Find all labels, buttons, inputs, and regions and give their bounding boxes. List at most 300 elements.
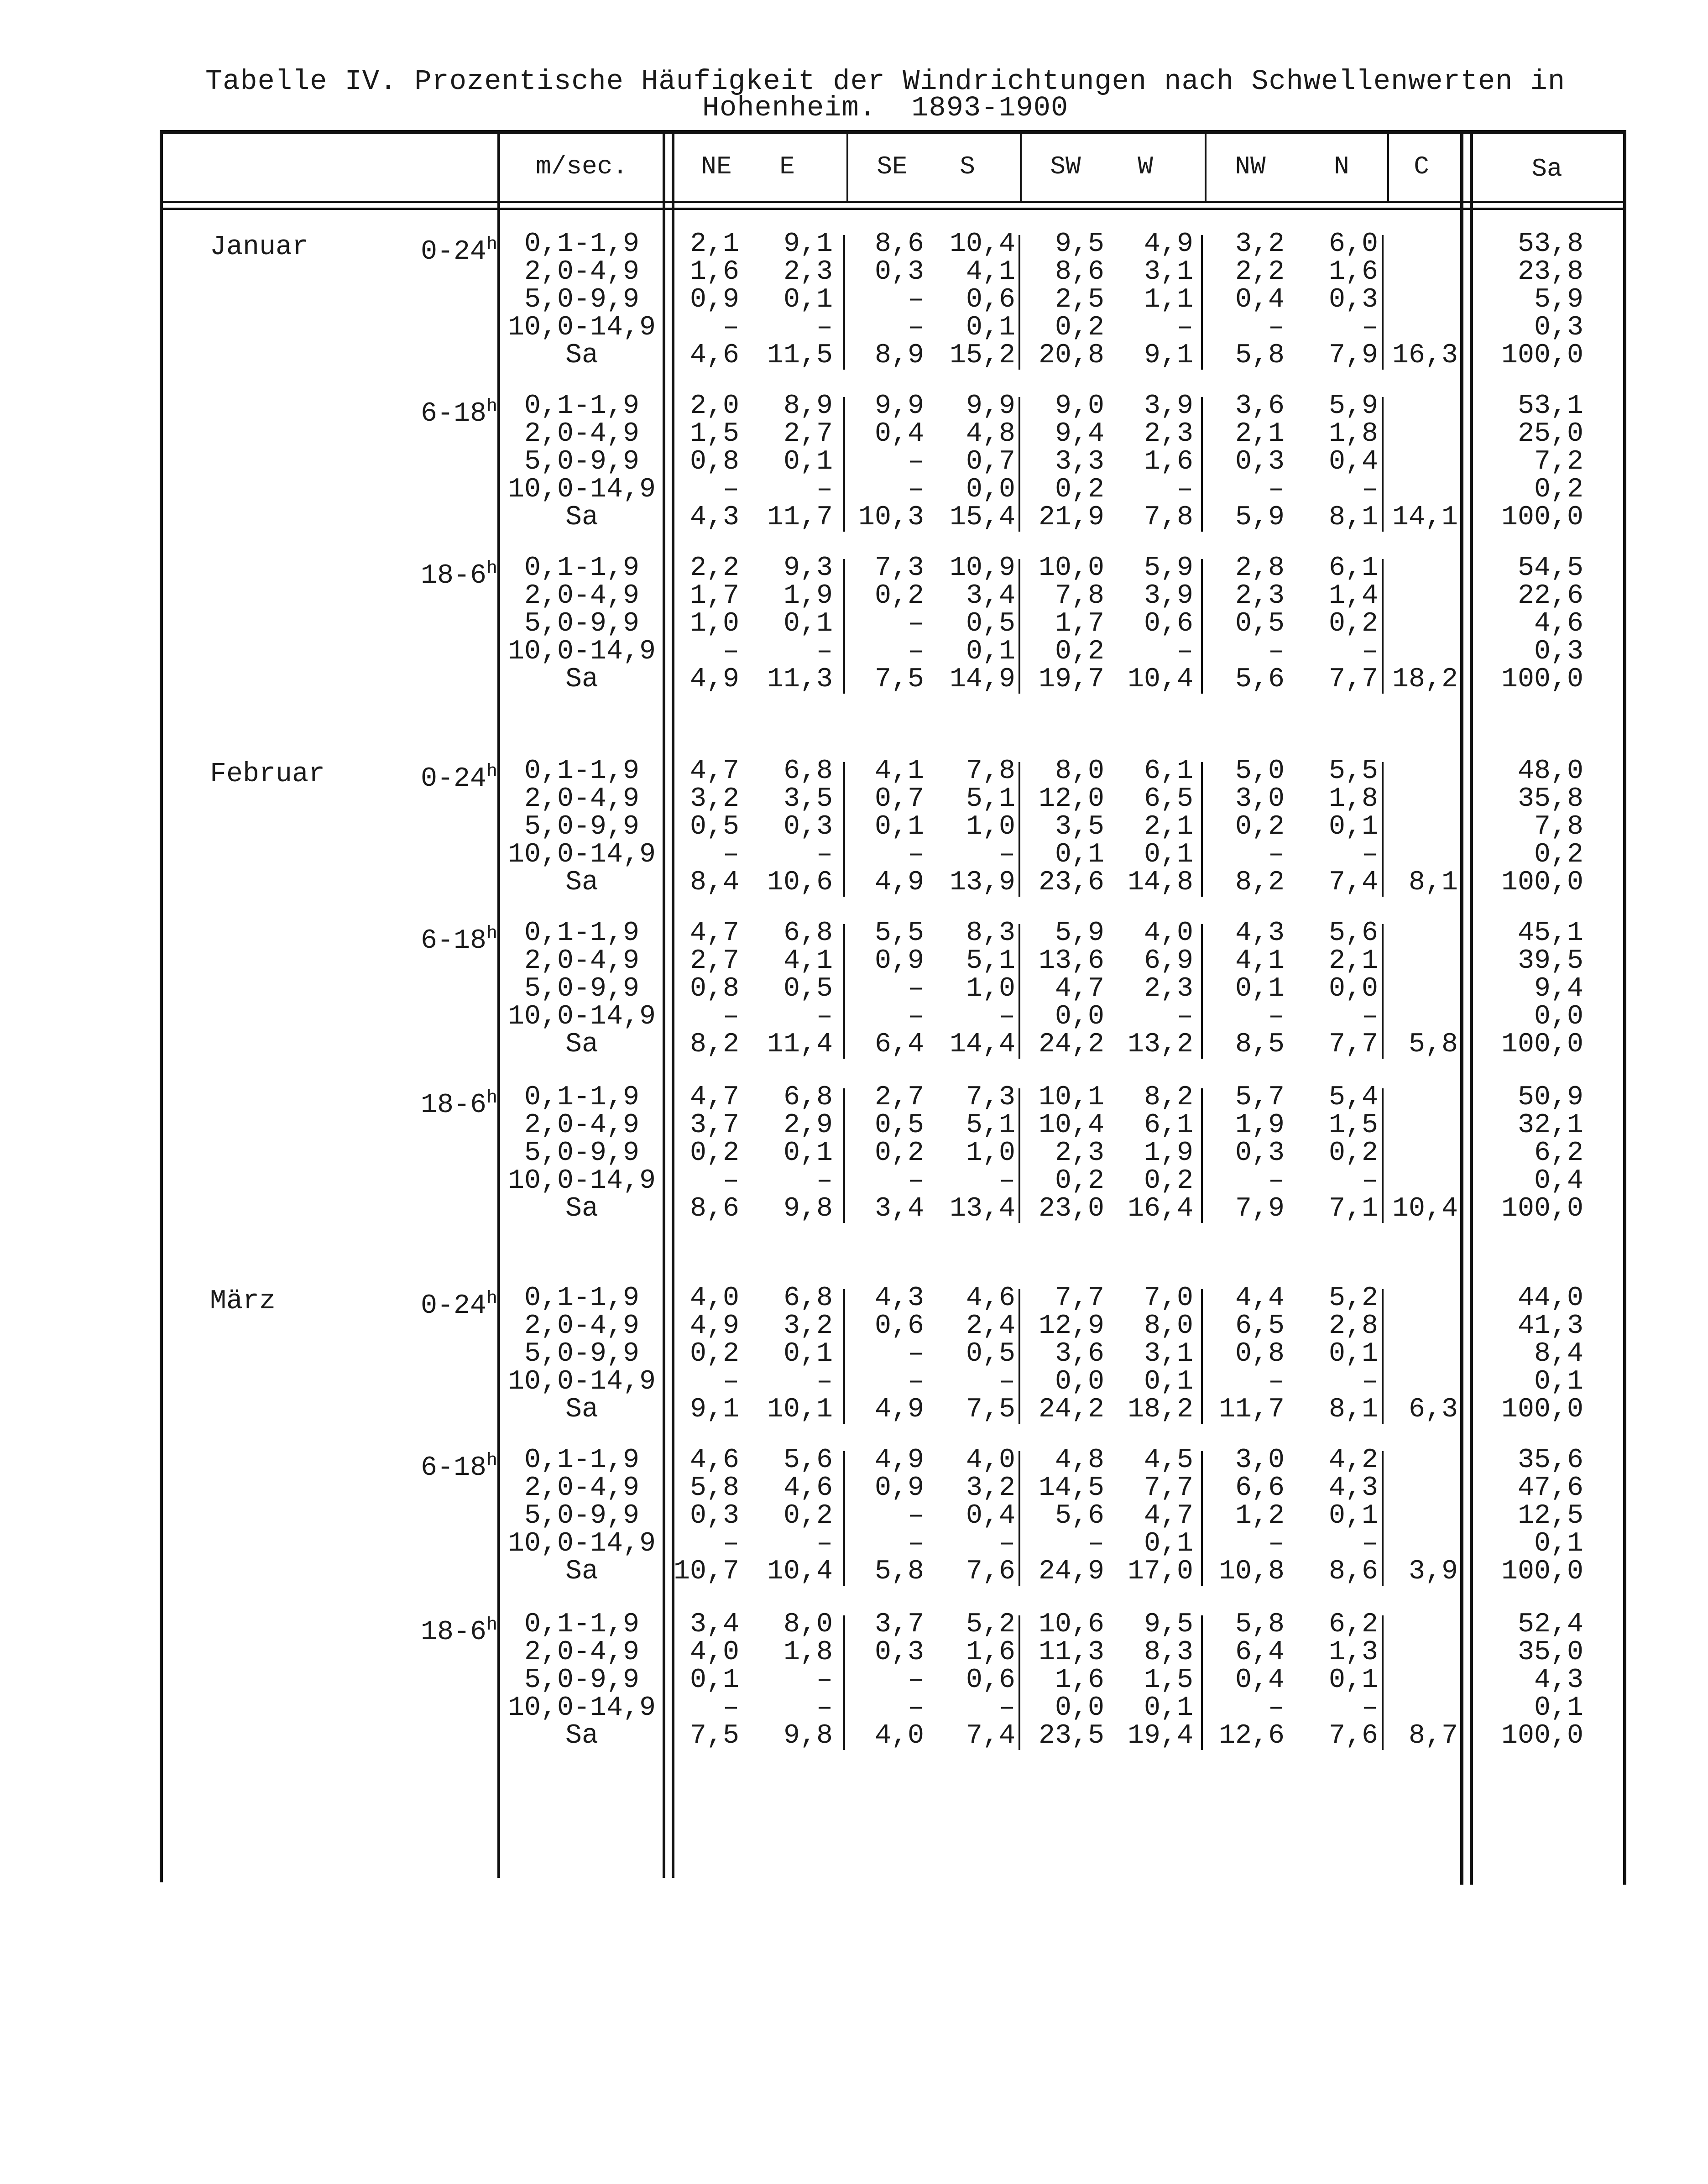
value-e: 9,1 — [783, 229, 833, 260]
value-w: 19,4 — [1127, 1720, 1193, 1751]
period-label-hour-sup: h — [486, 559, 497, 579]
value-e: 10,4 — [767, 1556, 833, 1587]
value-nw: 4,3 — [1235, 918, 1285, 949]
value-ne: 8,4 — [689, 867, 739, 898]
value-nw: 0,3 — [1235, 446, 1285, 477]
header-direction-s: S — [960, 152, 975, 181]
value-s: 0,6 — [966, 284, 1015, 315]
period-label-text: 0-24 — [420, 236, 486, 267]
value-w: 0,6 — [1144, 608, 1193, 639]
value-w: 2,3 — [1144, 418, 1193, 449]
value-sum: 6,2 — [1534, 1138, 1583, 1169]
header-direction-n: N — [1334, 152, 1349, 181]
value-s: 7,8 — [966, 756, 1015, 787]
label-column-divider — [497, 130, 500, 1878]
value-sw: 24,2 — [1038, 1029, 1104, 1060]
value-se: – — [907, 1665, 924, 1696]
value-e: – — [816, 474, 833, 505]
value-sum: 32,1 — [1517, 1110, 1583, 1141]
value-s: 4,6 — [966, 1283, 1015, 1314]
value-se: 0,3 — [874, 256, 924, 287]
value-sw: 5,9 — [1055, 918, 1104, 949]
value-nw: 10,8 — [1218, 1556, 1285, 1587]
period-label — [392, 1285, 497, 1322]
value-w: – — [1176, 312, 1193, 343]
sum-block-divider-a — [1460, 130, 1463, 1885]
value-e: – — [816, 636, 833, 667]
value-nw: 0,3 — [1235, 1138, 1285, 1169]
value-n: 5,2 — [1328, 1283, 1378, 1314]
value-nw: 5,8 — [1235, 340, 1285, 371]
value-sw: 21,9 — [1038, 502, 1104, 533]
value-s: 14,4 — [949, 1029, 1015, 1060]
value-sw: 0,0 — [1055, 1001, 1104, 1032]
value-calm: 18,2 — [1392, 664, 1458, 695]
value-s: 4,0 — [966, 1445, 1015, 1476]
value-sum: 9,4 — [1534, 973, 1583, 1004]
table-left-border — [160, 130, 163, 1882]
value-nw: 4,1 — [1235, 946, 1285, 977]
value-ne: – — [722, 474, 739, 505]
value-e: 10,6 — [767, 867, 833, 898]
value-sw: 3,5 — [1055, 811, 1104, 842]
value-w: 4,7 — [1144, 1500, 1193, 1531]
value-sum: 100,0 — [1501, 1720, 1583, 1751]
value-e: – — [816, 1366, 833, 1397]
value-n: – — [1361, 1165, 1378, 1196]
value-w: 8,2 — [1144, 1082, 1193, 1113]
value-n: 5,9 — [1328, 391, 1378, 422]
value-se: – — [907, 284, 924, 315]
value-nw: – — [1268, 1366, 1285, 1397]
header-sum: Sa — [1531, 154, 1562, 183]
value-s: 5,1 — [966, 784, 1015, 815]
value-sw: 10,6 — [1038, 1609, 1104, 1640]
pair-divider-2 — [1201, 1088, 1203, 1223]
pair-divider-0 — [843, 1289, 845, 1424]
value-ne: 4,9 — [689, 664, 739, 695]
speed-class: 0,1-1,9 — [524, 1609, 640, 1640]
value-w: 6,9 — [1144, 946, 1193, 977]
value-se: 8,9 — [874, 340, 924, 371]
value-n: 0,1 — [1328, 1500, 1378, 1531]
value-e: 11,4 — [767, 1029, 833, 1060]
speed-class: 0,1-1,9 — [524, 756, 640, 787]
value-sum: 7,2 — [1534, 446, 1583, 477]
speed-class: 10,0-14,9 — [507, 312, 656, 343]
value-e: – — [816, 839, 833, 870]
speed-class: Sa — [565, 867, 598, 898]
period-label-text: 18-6 — [420, 1617, 486, 1648]
value-sum: 4,3 — [1534, 1665, 1583, 1696]
value-w: 0,2 — [1144, 1165, 1193, 1196]
speed-class: 5,0-9,9 — [524, 284, 640, 315]
value-nw: – — [1268, 1165, 1285, 1196]
month-label: Januar — [210, 232, 309, 263]
value-ne: 2,1 — [689, 229, 739, 260]
value-sum: 0,1 — [1534, 1528, 1583, 1559]
period-label-hour-sup: h — [486, 1451, 497, 1471]
value-s: 4,8 — [966, 418, 1015, 449]
value-sw: 1,6 — [1055, 1665, 1104, 1696]
value-e: 3,5 — [783, 784, 833, 815]
value-ne: 0,1 — [689, 1665, 739, 1696]
pair-divider-2 — [1201, 235, 1203, 370]
value-sum: 100,0 — [1501, 664, 1583, 695]
value-se: 3,4 — [874, 1193, 924, 1224]
value-calm: 16,3 — [1392, 340, 1458, 371]
value-sum: 35,6 — [1517, 1445, 1583, 1476]
value-e: 8,0 — [783, 1609, 833, 1640]
value-ne: 0,8 — [689, 973, 739, 1004]
value-w: – — [1176, 474, 1193, 505]
value-w: 14,8 — [1127, 867, 1193, 898]
value-sw: 0,2 — [1055, 1165, 1104, 1196]
value-s: 9,9 — [966, 391, 1015, 422]
value-nw: 8,2 — [1235, 867, 1285, 898]
value-sw: 7,8 — [1055, 580, 1104, 611]
value-sum: 53,1 — [1517, 391, 1583, 422]
value-w: 16,4 — [1127, 1193, 1193, 1224]
value-ne: 3,7 — [689, 1110, 739, 1141]
value-n: 1,6 — [1328, 256, 1378, 287]
value-sw: 5,6 — [1055, 1500, 1104, 1531]
speed-class: 5,0-9,9 — [524, 973, 640, 1004]
value-w: 13,2 — [1127, 1029, 1193, 1060]
value-nw: 2,3 — [1235, 580, 1285, 611]
title-line-1: Tabelle IV. Prozentische Häufigkeit der Windrichtungen nach Schwellenwerten in — [205, 65, 1566, 98]
value-w: 17,0 — [1127, 1556, 1193, 1587]
value-s: 7,5 — [966, 1394, 1015, 1425]
value-e: 0,2 — [783, 1500, 833, 1531]
value-nw: 6,4 — [1235, 1637, 1285, 1668]
header-divider-0 — [846, 132, 848, 201]
value-e: 11,3 — [767, 664, 833, 695]
pair-divider-2 — [1201, 1615, 1203, 1750]
value-e: 9,8 — [783, 1193, 833, 1224]
value-ne: 2,0 — [689, 391, 739, 422]
value-sum: 100,0 — [1501, 1394, 1583, 1425]
value-nw: 2,8 — [1235, 553, 1285, 584]
pair-divider-2 — [1201, 397, 1203, 532]
value-ne: – — [722, 636, 739, 667]
value-s: 4,1 — [966, 256, 1015, 287]
value-e: 0,5 — [783, 973, 833, 1004]
speed-class: 5,0-9,9 — [524, 1138, 640, 1169]
value-w: 4,0 — [1144, 918, 1193, 949]
value-sum: 0,1 — [1534, 1693, 1583, 1724]
value-s: 5,1 — [966, 1110, 1015, 1141]
header-divider-3 — [1387, 132, 1389, 201]
value-nw: 5,7 — [1235, 1082, 1285, 1113]
period-label — [392, 1447, 497, 1484]
value-w: 6,1 — [1144, 756, 1193, 787]
value-e: 6,8 — [783, 1283, 833, 1314]
value-e: 11,5 — [767, 340, 833, 371]
value-s: 1,0 — [966, 811, 1015, 842]
value-w: 1,5 — [1144, 1665, 1193, 1696]
value-se: – — [907, 312, 924, 343]
value-s: 0,5 — [966, 608, 1015, 639]
value-nw: 5,0 — [1235, 756, 1285, 787]
period-label — [392, 1611, 497, 1648]
value-calm: 6,3 — [1408, 1394, 1458, 1425]
value-se: 3,7 — [874, 1609, 924, 1640]
value-w: 7,7 — [1144, 1473, 1193, 1504]
value-nw: 8,5 — [1235, 1029, 1285, 1060]
value-se: – — [907, 839, 924, 870]
value-w: 3,9 — [1144, 580, 1193, 611]
value-sw: 20,8 — [1038, 340, 1104, 371]
value-sw: 12,9 — [1038, 1311, 1104, 1342]
value-ne: – — [722, 1366, 739, 1397]
value-e: 10,1 — [767, 1394, 833, 1425]
value-e: 0,1 — [783, 608, 833, 639]
pair-divider-1 — [1019, 559, 1020, 694]
pair-divider-0 — [843, 235, 845, 370]
value-w: 1,1 — [1144, 284, 1193, 315]
pair-divider-1 — [1019, 1615, 1020, 1750]
value-s: 5,2 — [966, 1609, 1015, 1640]
speed-class: 2,0-4,9 — [524, 1311, 640, 1342]
value-e: 1,8 — [783, 1637, 833, 1668]
value-nw: 3,0 — [1235, 784, 1285, 815]
value-w: 6,1 — [1144, 1110, 1193, 1141]
value-s: – — [998, 1366, 1015, 1397]
value-e: 6,8 — [783, 918, 833, 949]
header-direction-se: SE — [877, 152, 908, 181]
value-n: 5,5 — [1328, 756, 1378, 787]
value-se: – — [907, 474, 924, 505]
value-ne: 4,6 — [689, 340, 739, 371]
table-right-border — [1623, 130, 1626, 1885]
value-sw: 1,7 — [1055, 608, 1104, 639]
period-label-hour-sup: h — [486, 762, 497, 782]
value-w: 8,0 — [1144, 1311, 1193, 1342]
header-direction-e: E — [779, 152, 795, 181]
speed-class: 10,0-14,9 — [507, 1001, 656, 1032]
value-nw: 3,0 — [1235, 1445, 1285, 1476]
value-nw: 2,1 — [1235, 418, 1285, 449]
speed-class: 2,0-4,9 — [524, 580, 640, 611]
period-label-hour-sup: h — [486, 397, 497, 417]
value-sw: 10,4 — [1038, 1110, 1104, 1141]
value-se: 0,4 — [874, 418, 924, 449]
value-nw: 5,8 — [1235, 1609, 1285, 1640]
value-se: 0,5 — [874, 1110, 924, 1141]
month-label: Februar — [210, 759, 325, 790]
value-sw: 3,3 — [1055, 446, 1104, 477]
value-se: 4,9 — [874, 1445, 924, 1476]
value-sw: 4,7 — [1055, 973, 1104, 1004]
value-nw: 1,9 — [1235, 1110, 1285, 1141]
value-ne: – — [722, 312, 739, 343]
value-sum: 5,9 — [1534, 284, 1583, 315]
value-e: 0,3 — [783, 811, 833, 842]
value-n: 0,1 — [1328, 1665, 1378, 1696]
value-e: 1,9 — [783, 580, 833, 611]
value-se: 0,3 — [874, 1637, 924, 1668]
value-sum: 0,1 — [1534, 1366, 1583, 1397]
value-n: 5,6 — [1328, 918, 1378, 949]
value-sum: 50,9 — [1517, 1082, 1583, 1113]
value-sum: 22,6 — [1517, 580, 1583, 611]
value-n: 8,1 — [1328, 1394, 1378, 1425]
value-s: 0,4 — [966, 1500, 1015, 1531]
value-w: 10,4 — [1127, 664, 1193, 695]
header-divider-2 — [1205, 132, 1207, 201]
value-n: 7,6 — [1328, 1720, 1378, 1751]
value-n: 7,4 — [1328, 867, 1378, 898]
value-sum: 0,2 — [1534, 839, 1583, 870]
value-n: 7,1 — [1328, 1193, 1378, 1224]
speed-class: 0,1-1,9 — [524, 1283, 640, 1314]
value-ne: 1,5 — [689, 418, 739, 449]
speed-class: Sa — [565, 1556, 598, 1587]
header-speed: m/sec. — [536, 152, 628, 181]
speed-class: 10,0-14,9 — [507, 839, 656, 870]
period-label-text: 6-18 — [420, 925, 486, 956]
value-ne: – — [722, 839, 739, 870]
value-n: – — [1361, 1366, 1378, 1397]
pair-divider-0 — [843, 1088, 845, 1223]
value-e: 6,8 — [783, 1082, 833, 1113]
value-w: – — [1176, 1001, 1193, 1032]
value-ne: 0,5 — [689, 811, 739, 842]
period-label-hour-sup: h — [486, 1088, 497, 1108]
value-se: 4,0 — [874, 1720, 924, 1751]
header-calm: C — [1414, 152, 1429, 181]
header-direction-w: W — [1138, 152, 1153, 181]
value-w: 0,1 — [1144, 1693, 1193, 1724]
value-n: 6,0 — [1328, 229, 1378, 260]
value-se: – — [907, 973, 924, 1004]
value-n: – — [1361, 474, 1378, 505]
period-label — [392, 758, 497, 794]
speed-class: 10,0-14,9 — [507, 636, 656, 667]
speed-class: 5,0-9,9 — [524, 1338, 640, 1369]
value-n: 2,1 — [1328, 946, 1378, 977]
value-sum: 45,1 — [1517, 918, 1583, 949]
value-sum: 39,5 — [1517, 946, 1583, 977]
value-e: – — [816, 312, 833, 343]
value-sw: 14,5 — [1038, 1473, 1104, 1504]
value-s: 3,4 — [966, 580, 1015, 611]
value-se: 0,2 — [874, 580, 924, 611]
value-ne: – — [722, 1001, 739, 1032]
speed-class: 5,0-9,9 — [524, 608, 640, 639]
value-n: 1,5 — [1328, 1110, 1378, 1141]
speed-class: 5,0-9,9 — [524, 1500, 640, 1531]
value-calm: 14,1 — [1392, 502, 1458, 533]
value-ne: 8,6 — [689, 1193, 739, 1224]
value-ne: 0,8 — [689, 446, 739, 477]
value-sum: 100,0 — [1501, 1556, 1583, 1587]
value-n: – — [1361, 839, 1378, 870]
value-ne: 7,5 — [689, 1720, 739, 1751]
value-se: 8,6 — [874, 229, 924, 260]
value-e: – — [816, 1001, 833, 1032]
value-n: 6,2 — [1328, 1609, 1378, 1640]
value-ne: 4,6 — [689, 1445, 739, 1476]
value-nw: 0,1 — [1235, 973, 1285, 1004]
value-n: 7,9 — [1328, 340, 1378, 371]
value-e: 9,3 — [783, 553, 833, 584]
value-sum: 100,0 — [1501, 502, 1583, 533]
period-label-text: 18-6 — [420, 1090, 486, 1121]
value-nw: – — [1268, 1693, 1285, 1724]
speed-class: 10,0-14,9 — [507, 1693, 656, 1724]
value-nw: 11,7 — [1218, 1394, 1285, 1425]
value-calm: 8,1 — [1408, 867, 1458, 898]
value-e: 0,1 — [783, 1138, 833, 1169]
value-sw: 10,1 — [1038, 1082, 1104, 1113]
value-s: 7,3 — [966, 1082, 1015, 1113]
value-ne: 5,8 — [689, 1473, 739, 1504]
value-w: 2,1 — [1144, 811, 1193, 842]
value-se: 0,7 — [874, 784, 924, 815]
pair-divider-0 — [843, 397, 845, 532]
pair-divider-1 — [1019, 235, 1020, 370]
value-nw: 7,9 — [1235, 1193, 1285, 1224]
value-sum: 0,3 — [1534, 312, 1583, 343]
value-w: 3,9 — [1144, 391, 1193, 422]
value-ne: 4,0 — [689, 1637, 739, 1668]
value-ne: 8,2 — [689, 1029, 739, 1060]
value-s: – — [998, 1165, 1015, 1196]
value-sw: 11,3 — [1038, 1637, 1104, 1668]
value-nw: 4,4 — [1235, 1283, 1285, 1314]
speed-class: 10,0-14,9 — [507, 1165, 656, 1196]
value-se: 4,9 — [874, 1394, 924, 1425]
value-ne: 0,2 — [689, 1338, 739, 1369]
value-ne: 2,7 — [689, 946, 739, 977]
value-se: 7,5 — [874, 664, 924, 695]
value-nw: 3,6 — [1235, 391, 1285, 422]
value-calm: 5,8 — [1408, 1029, 1458, 1060]
value-nw: 0,2 — [1235, 811, 1285, 842]
value-nw: – — [1268, 312, 1285, 343]
value-sum: 0,4 — [1534, 1165, 1583, 1196]
value-sw: 0,2 — [1055, 636, 1104, 667]
value-e: – — [816, 1693, 833, 1724]
value-n: 1,4 — [1328, 580, 1378, 611]
value-se: 4,1 — [874, 756, 924, 787]
speed-class: 10,0-14,9 — [507, 1528, 656, 1559]
value-n: 0,3 — [1328, 284, 1378, 315]
pair-divider-2 — [1201, 924, 1203, 1059]
value-w: 18,2 — [1127, 1394, 1193, 1425]
value-n: – — [1361, 1693, 1378, 1724]
value-ne: 4,9 — [689, 1311, 739, 1342]
value-s: 7,4 — [966, 1720, 1015, 1751]
value-n: 4,3 — [1328, 1473, 1378, 1504]
value-s: 0,7 — [966, 446, 1015, 477]
value-se: – — [907, 1500, 924, 1531]
value-nw: 3,2 — [1235, 229, 1285, 260]
value-sum: 23,8 — [1517, 256, 1583, 287]
value-s: – — [998, 1001, 1015, 1032]
pair-divider-1 — [1019, 762, 1020, 897]
value-ne: – — [722, 1528, 739, 1559]
period-label-text: 18-6 — [420, 560, 486, 591]
value-sum: 54,5 — [1517, 553, 1583, 584]
value-se: 2,7 — [874, 1082, 924, 1113]
value-e: 2,3 — [783, 256, 833, 287]
pair-divider-1 — [1019, 924, 1020, 1059]
value-e: 4,6 — [783, 1473, 833, 1504]
value-n: 6,1 — [1328, 553, 1378, 584]
